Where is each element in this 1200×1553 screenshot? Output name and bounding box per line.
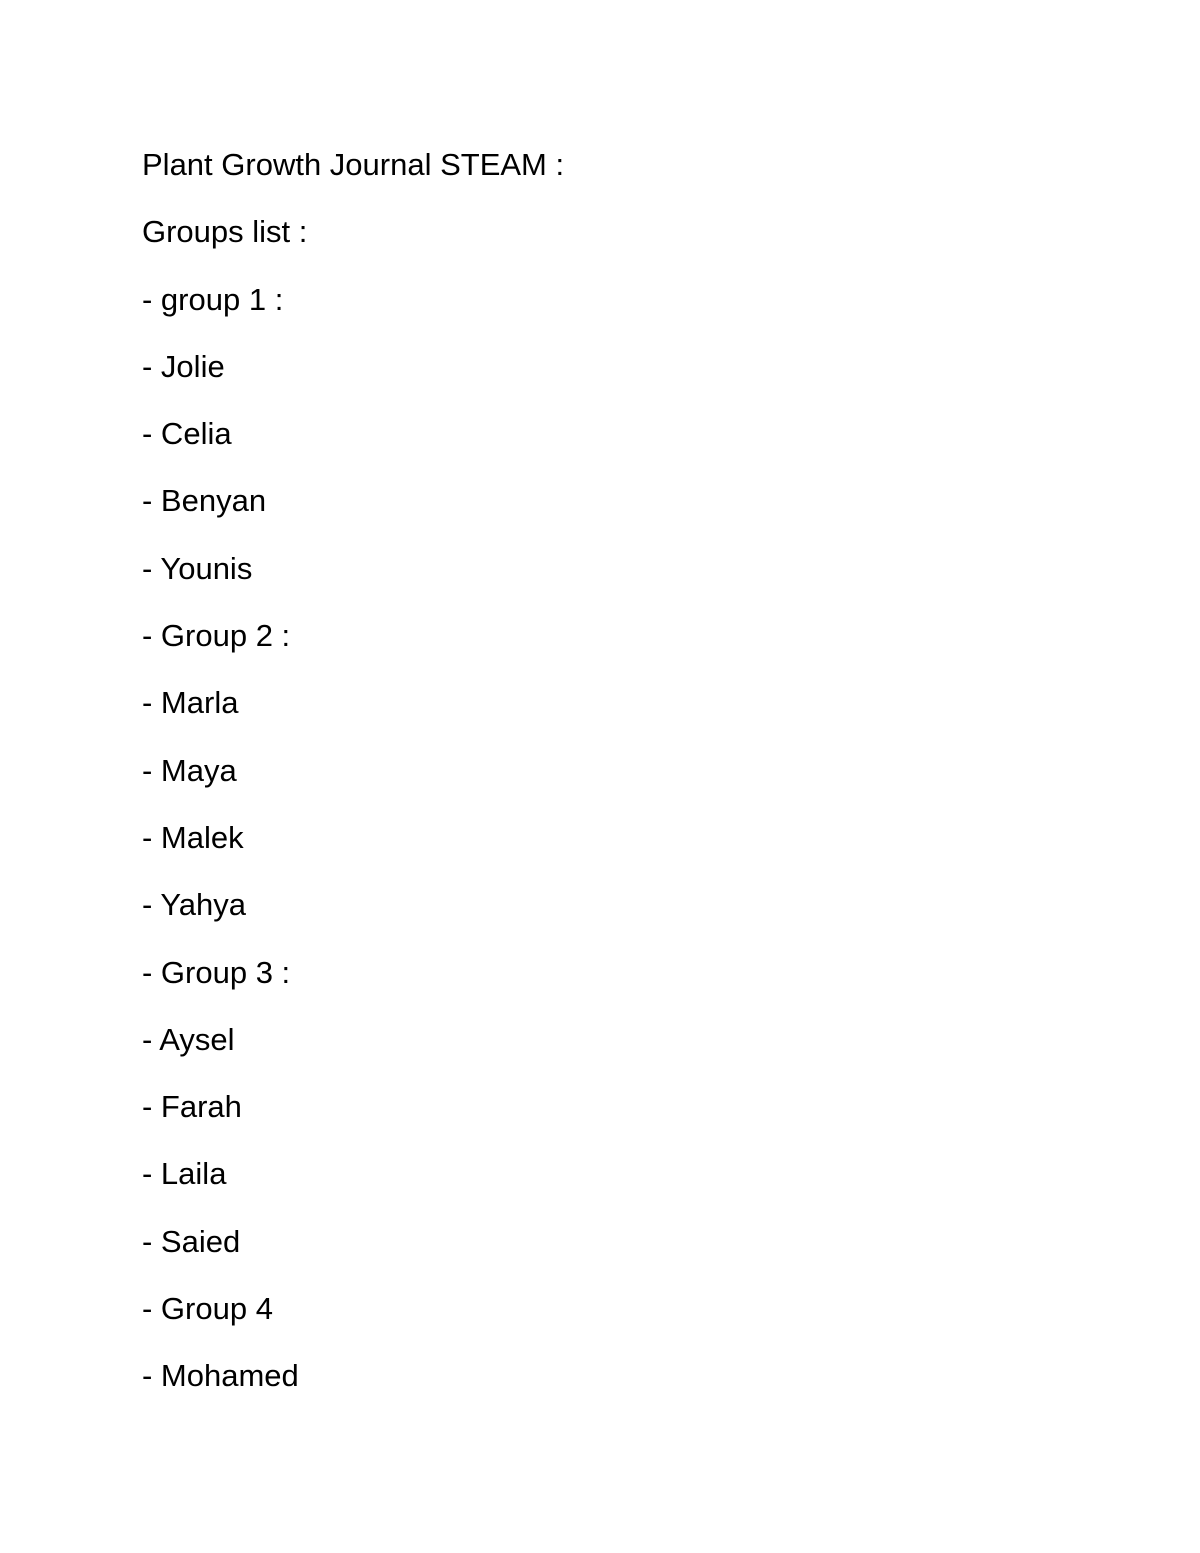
group-heading-4: - Group 4	[142, 1291, 273, 1327]
document-title: Plant Growth Journal STEAM :	[142, 147, 565, 182]
list-item: - Mohamed	[142, 1358, 299, 1394]
document-body	[142, 143, 564, 1398]
group-heading-1: - group 1 :	[142, 281, 284, 317]
list-item: - Yahya	[142, 887, 246, 923]
group-heading-3: - Group 3 :	[142, 954, 291, 990]
list-item: - Laila	[142, 1156, 227, 1192]
list-item: - Saied	[142, 1223, 241, 1259]
list-item: - Maya	[142, 752, 237, 788]
list-item: - Benyan	[142, 483, 267, 519]
group-heading-2: - Group 2 :	[142, 618, 291, 654]
list-item: - Marla	[142, 685, 239, 721]
document-subtitle: Groups list :	[142, 214, 308, 250]
list-item: - Farah	[142, 1089, 242, 1125]
list-item: - Malek	[142, 819, 244, 855]
list-item: - Jolie	[142, 348, 225, 384]
list-item: - Aysel	[142, 1021, 235, 1057]
list-item: - Younis	[142, 550, 253, 586]
list-item: - Celia	[142, 416, 232, 452]
